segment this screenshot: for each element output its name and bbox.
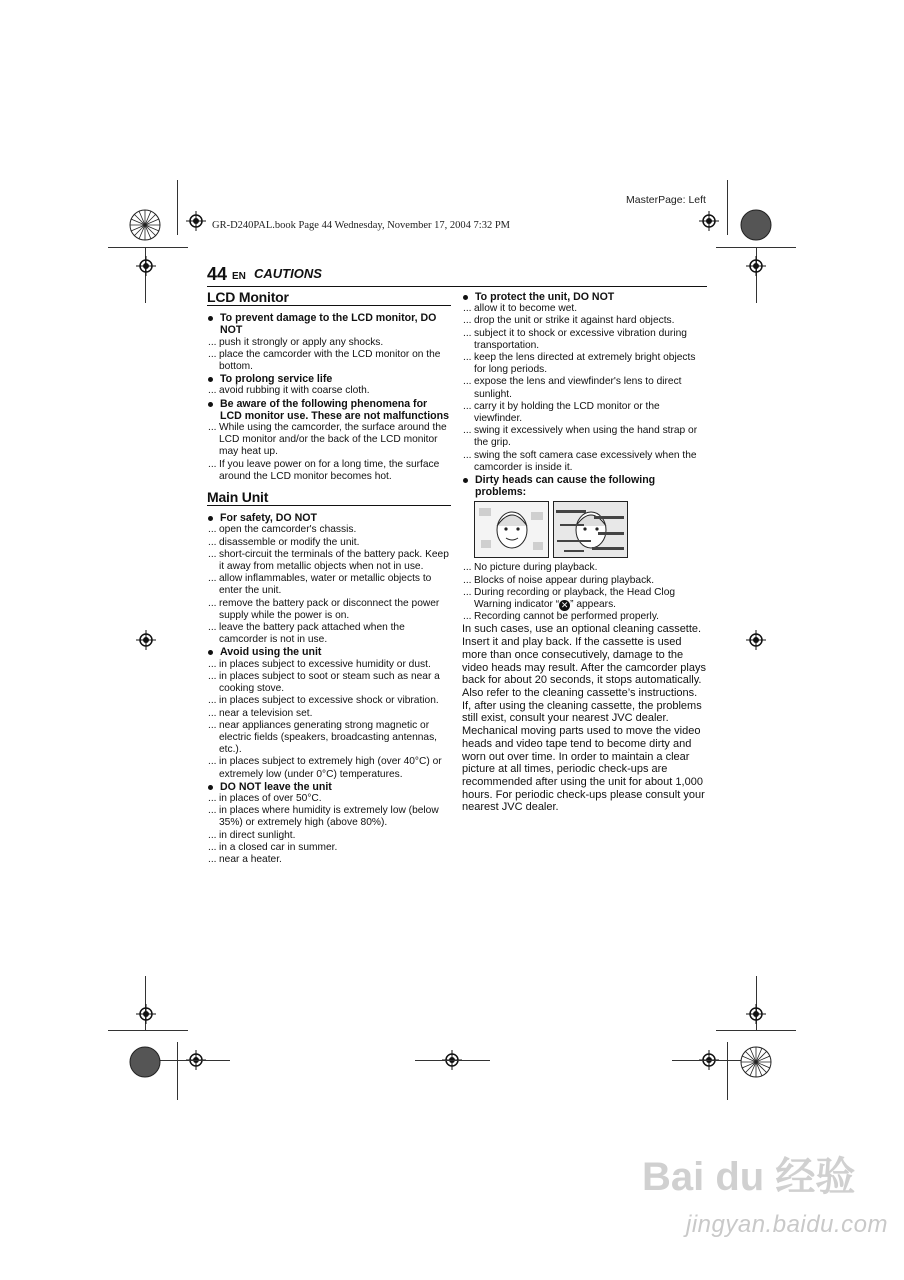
caution-item: ... near a television set. — [207, 708, 451, 720]
caution-item: ... leave the battery pack attached when the camcorder is not in use. — [207, 622, 451, 646]
main-unit-caution-list — [207, 512, 451, 866]
caution-item: ... carry it by holding the LCD monitor or the viewfinder. — [462, 401, 706, 425]
caution-item: ... allow it to become wet. — [462, 303, 706, 315]
caution-item: ... in direct sunlight. — [207, 830, 451, 842]
caution-item: ... keep the lens directed at extremely bright objects for long periods. — [462, 352, 706, 376]
caution-item: ... swing the soft camera case excessively when the camcorder is inside it. — [462, 450, 706, 474]
caution-item: ... short-circuit the terminals of the battery pack. Keep it away from metallic objects when not in use. — [207, 549, 451, 573]
head-clog-warning-icon: ✕ — [560, 600, 569, 611]
caution-item: ... near appliances generating strong magnetic or electric fields (speakers, broadcasting antennas, etc.). — [207, 720, 451, 757]
right-column — [462, 291, 706, 814]
dirty-head-illustrations — [474, 501, 706, 558]
registration-mark-icon — [746, 256, 766, 276]
dirty-item: ... No picture during playback. — [462, 562, 706, 574]
color-rosette-icon — [129, 209, 161, 241]
clog-text-before: During recording or playback, the Head Clog Warning indicator “ — [474, 586, 676, 611]
caution-item: ... place the camcorder with the LCD monitor on the bottom. — [207, 349, 451, 373]
caution-item: ... in places subject to excessive shock or vibration. — [207, 695, 451, 707]
caution-item: ... in a closed car in summer. — [207, 842, 451, 854]
checkup-paragraph: Mechanical moving parts used to move the video heads and video tape tend to become dirty and worn out over time. In order to maintain a clear picture at all times, periodic check-ups are recommended after using the unit for about 1,000 hours. For periodic check-ups please consult your nearest JVC dealer. — [462, 725, 705, 814]
gray-dot-icon — [129, 1046, 161, 1078]
caution-item: ... If you leave power on for a long time, the surface around the LCD monitor becomes hot. — [207, 459, 451, 483]
noisy-picture-illustration — [553, 501, 628, 558]
caution-item: ... swing it excessively when using the hand strap or the grip. — [462, 425, 706, 449]
caution-item: ... avoid rubbing it with coarse cloth. — [207, 385, 451, 397]
running-header: GR-D240PAL.book Page 44 Wednesday, November 17, 2004 7:32 PM — [212, 220, 510, 231]
crop-line — [672, 1060, 742, 1061]
protect-caution-list — [462, 291, 706, 498]
color-rosette-icon — [740, 1046, 772, 1078]
bullet-heading: To protect the unit, DO NOT — [462, 291, 706, 303]
registration-mark-icon — [186, 211, 206, 231]
bullet-heading: Dirty heads can cause the following problems: — [462, 474, 706, 498]
dealer-paragraph: If, after using the cleaning cassette, the problems still exist, consult your nearest JVC dealer. — [462, 699, 702, 725]
clear-picture-illustration — [474, 501, 549, 558]
caution-item: ... subject it to shock or excessive vibration during transportation. — [462, 328, 706, 352]
section-title: CAUTIONS — [254, 266, 322, 281]
caution-item: ... While using the camcorder, the surface around the LCD monitor and/or the back of the LCD monitor may heat up. — [207, 422, 451, 459]
cleaning-paragraph: In such cases, use an optional cleaning cassette. Insert it and play back. If the cassette is used more than once consecutively, damage to the video heads may result. After the camcorder plays back for about 20 seconds, it stops automatically. Also refer to the cleaning cassette’s instructions. — [462, 623, 706, 699]
caution-item: ... in places of over 50°C. — [207, 793, 451, 805]
registration-mark-icon — [746, 630, 766, 650]
lcd-monitor-heading: LCD Monitor — [207, 291, 451, 306]
lcd-caution-list — [207, 312, 451, 483]
watermark-brand: Bai du 经验 — [642, 1155, 856, 1199]
crop-line — [415, 1060, 490, 1061]
bullet-heading: For safety, DO NOT — [207, 512, 451, 524]
bullet-heading: Avoid using the unit — [207, 646, 451, 658]
caution-item: ... expose the lens and viewfinder's lens to direct sunlight. — [462, 376, 706, 400]
language-code: EN — [232, 271, 246, 282]
registration-mark-icon — [746, 1004, 766, 1024]
gray-dot-icon — [740, 209, 772, 241]
bullet-heading: Be aware of the following phenomena for LCD monitor use. These are not malfunctions — [207, 398, 451, 422]
dirty-item: ... Recording cannot be performed properly. — [462, 611, 706, 623]
caution-item: ... push it strongly or apply any shocks. — [207, 337, 451, 349]
caution-item: ... in places subject to excessive humidity or dust. — [207, 659, 451, 671]
bullet-heading: To prevent damage to the LCD monitor, DO NOT — [207, 312, 451, 336]
bullet-heading: To prolong service life — [207, 373, 451, 385]
caution-item: ... in places subject to soot or steam such as near a cooking stove. — [207, 671, 451, 695]
registration-mark-icon — [136, 256, 156, 276]
caution-item: ... drop the unit or strike it against hard objects. — [462, 315, 706, 327]
caution-item: ... near a heater. — [207, 854, 451, 866]
caution-item: ... in places where humidity is extremely low (below 35%) or extremely high (above 80%). — [207, 805, 451, 829]
main-unit-heading: Main Unit — [207, 491, 451, 506]
registration-mark-icon — [699, 211, 719, 231]
left-column — [207, 291, 451, 866]
caution-item: ... in places subject to extremely high (over 40°C) or extremely low (under 0°C) temperatures. — [207, 756, 451, 780]
page-number: 44 — [207, 264, 228, 284]
page-header — [207, 266, 707, 287]
registration-mark-icon — [136, 630, 156, 650]
dirty-heads-list — [462, 562, 706, 623]
crop-line — [160, 1060, 230, 1061]
caution-item: ... remove the battery pack or disconnect the power supply while the power is on. — [207, 598, 451, 622]
watermark-url: jingyan.baidu.com — [686, 1211, 888, 1238]
dirty-item: ... Blocks of noise appear during playback. — [462, 575, 706, 587]
bullet-heading: DO NOT leave the unit — [207, 781, 451, 793]
caution-item: ... open the camcorder's chassis. — [207, 524, 451, 536]
clog-text-after: ” appears. — [570, 599, 616, 611]
dirty-item-head-clog — [462, 587, 706, 611]
caution-item: ... allow inflammables, water or metallic objects to enter the unit. — [207, 573, 451, 597]
masterpage-label: MasterPage: Left — [626, 194, 706, 206]
caution-item: ... disassemble or modify the unit. — [207, 537, 451, 549]
registration-mark-icon — [136, 1004, 156, 1024]
